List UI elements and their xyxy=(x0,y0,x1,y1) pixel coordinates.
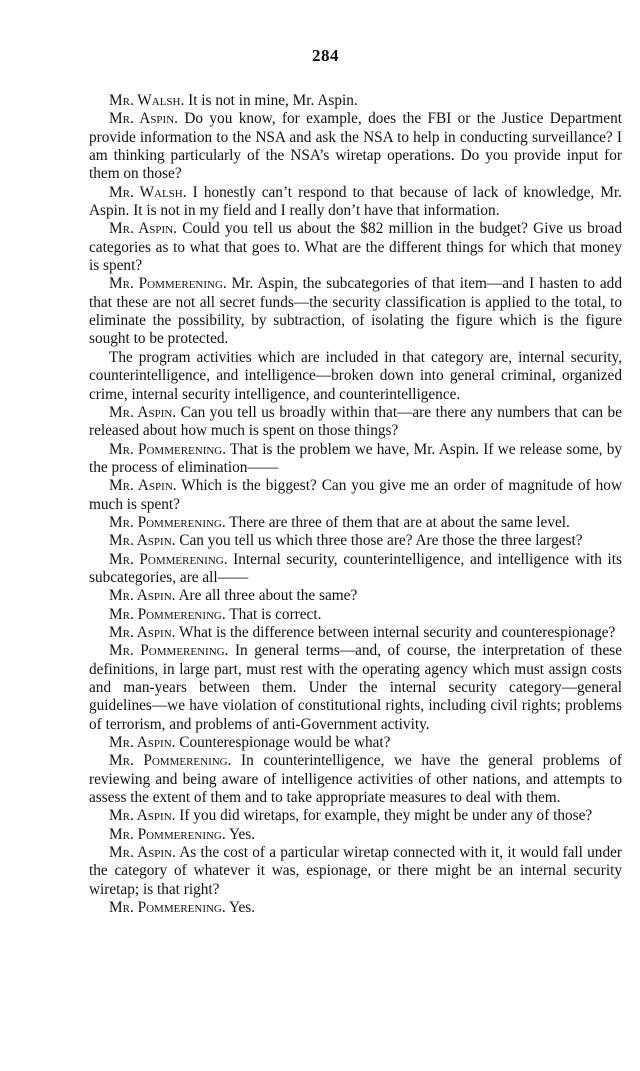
speaker-name: Mr. Walsh. xyxy=(109,183,187,201)
transcript-paragraph xyxy=(89,184,622,221)
speaker-name: Mr. Aspin. xyxy=(109,844,176,862)
paragraph-text: Which is the biggest? Can you give me an order of magnitude of how much is spent? xyxy=(89,477,622,513)
speaker-name: Mr. Pommerening. xyxy=(109,825,226,843)
speaker-name: Mr. Pommerening. xyxy=(109,513,226,531)
paragraph-text: That is correct. xyxy=(225,605,322,623)
speaker-name: Mr. Pommerening. xyxy=(109,752,232,770)
paragraph-text: Can you tell us which three those are? Are those the three largest? xyxy=(175,532,583,550)
transcript-paragraph xyxy=(89,752,622,807)
transcript-paragraph xyxy=(89,514,622,532)
paragraph-text: Are all three about the same? xyxy=(175,587,358,605)
speaker-name: Mr. Aspin. xyxy=(109,110,178,128)
speaker-name: Mr. Aspin. xyxy=(109,623,176,641)
transcript-paragraph xyxy=(89,587,622,605)
page-number: 284 xyxy=(312,46,339,65)
transcript-paragraph xyxy=(89,220,622,275)
transcript-paragraph xyxy=(89,477,622,514)
paragraph-text: It is not in mine, Mr. Aspin. xyxy=(184,92,358,109)
paragraph-text: If you did wiretaps, for example, they might be under any of those? xyxy=(175,807,593,825)
transcript-paragraph xyxy=(89,92,622,110)
paragraph-text: That is the problem we have, Mr. Aspin. If we release some, by the process of elimination—— xyxy=(89,440,622,476)
transcript-body xyxy=(89,92,622,917)
paragraph-text: Counterespionage would be what? xyxy=(175,734,391,752)
transcript-paragraph xyxy=(89,844,622,899)
paragraph-text: As the cost of a particular wiretap connected with it, it would fall under the category of whatever it was, espionage, or there might be an internal security wiretap; is that right? xyxy=(89,844,622,898)
paragraph-text: In counterintelligence, we have the general problems of reviewing and being aware of intelligence activities of other nations, and attempts to assess the extent of them and to take appropriate measures to deal with them. xyxy=(89,752,622,807)
speaker-name: Mr. Pommerening. xyxy=(109,899,226,917)
speaker-name: Mr. Aspin. xyxy=(109,734,176,752)
speaker-name: Mr. Walsh. xyxy=(109,92,185,109)
paragraph-text: Could you tell us about the $82 million in the budget? Give us broad categories as to what that goes to. What are the different things for which that money is spent? xyxy=(89,220,622,275)
paragraph-text: What is the difference between internal security and counterespionage? xyxy=(175,623,616,641)
paragraph-text: There are three of them that are at about the same level. xyxy=(225,513,570,531)
transcript-paragraph xyxy=(89,110,622,183)
transcript-paragraph xyxy=(89,642,622,734)
paragraph-text: Yes. xyxy=(225,899,256,917)
transcript-paragraph xyxy=(89,624,622,642)
transcript-paragraph xyxy=(89,826,622,844)
speaker-name: Mr. Aspin. xyxy=(109,220,177,238)
speaker-name: Mr. Aspin. xyxy=(109,532,176,550)
transcript-paragraph xyxy=(89,404,622,441)
speaker-name: Mr. Aspin. xyxy=(109,807,176,825)
transcript-paragraph xyxy=(89,899,622,917)
transcript-paragraph xyxy=(89,349,622,404)
paragraph-text: Mr. Aspin, the subcategories of that item—and I hasten to add that these are not all secret funds—the security classification is applied to the total, to eliminate the possibility, by subtraction, of isolating the figure which is the figure sought to be protected. xyxy=(89,275,622,348)
paragraph-text: In general terms—and, of course, the interpretation of these definitions, in large part, must rest with the operating agency which must assign costs and man-years between them. Under the internal security category—general guidelines—we have violation of constitutional rights, including civil rights; problems of terrorism, and problems of anti-Government activity. xyxy=(89,642,622,733)
transcript-paragraph xyxy=(89,807,622,825)
transcript-paragraph xyxy=(89,275,622,348)
transcript-paragraph xyxy=(89,441,622,478)
speaker-name: Mr. Aspin. xyxy=(109,477,177,495)
speaker-name: Mr. Pommerening. xyxy=(109,642,229,660)
speaker-name: Mr. Pommerening. xyxy=(109,275,227,293)
speaker-name: Mr. Aspin. xyxy=(109,587,176,605)
paragraph-text: Internal security, counterintelligence, and intelligence with its subcategories, are all—— xyxy=(89,550,622,586)
transcript-paragraph xyxy=(89,606,622,624)
paragraph-text: Yes. xyxy=(225,825,256,843)
transcript-paragraph xyxy=(89,532,622,550)
paragraph-text: Can you tell us broadly within that—are there any numbers that can be released about how much is spent on those things? xyxy=(89,403,622,440)
transcript-paragraph xyxy=(89,734,622,752)
paragraph-text: I honestly can’t respond to that because of lack of knowledge, Mr. Aspin. It is not in my field and I really don’t have that information. xyxy=(89,183,622,220)
paragraph-text: The program activities which are included in that category are, internal security, counterintelligence, and intelligence—broken down into general criminal, organized crime, internal security intelligence, and counterintelligence. xyxy=(89,348,622,403)
speaker-name: Mr. Pommerening. xyxy=(109,440,227,458)
speaker-name: Mr. Pommerening. xyxy=(109,605,226,623)
speaker-name: Mr. Aspin. xyxy=(109,403,177,421)
transcript-paragraph xyxy=(89,551,622,588)
paragraph-text: Do you know, for example, does the FBI or the Justice Department provide information to the NSA and ask the NSA to help in conducting surveillance? I am thinking particularly of the NSA’s wiretap operations. Do you provide input for them on those? xyxy=(89,110,622,183)
speaker-name: Mr. Pommerening. xyxy=(109,550,228,568)
